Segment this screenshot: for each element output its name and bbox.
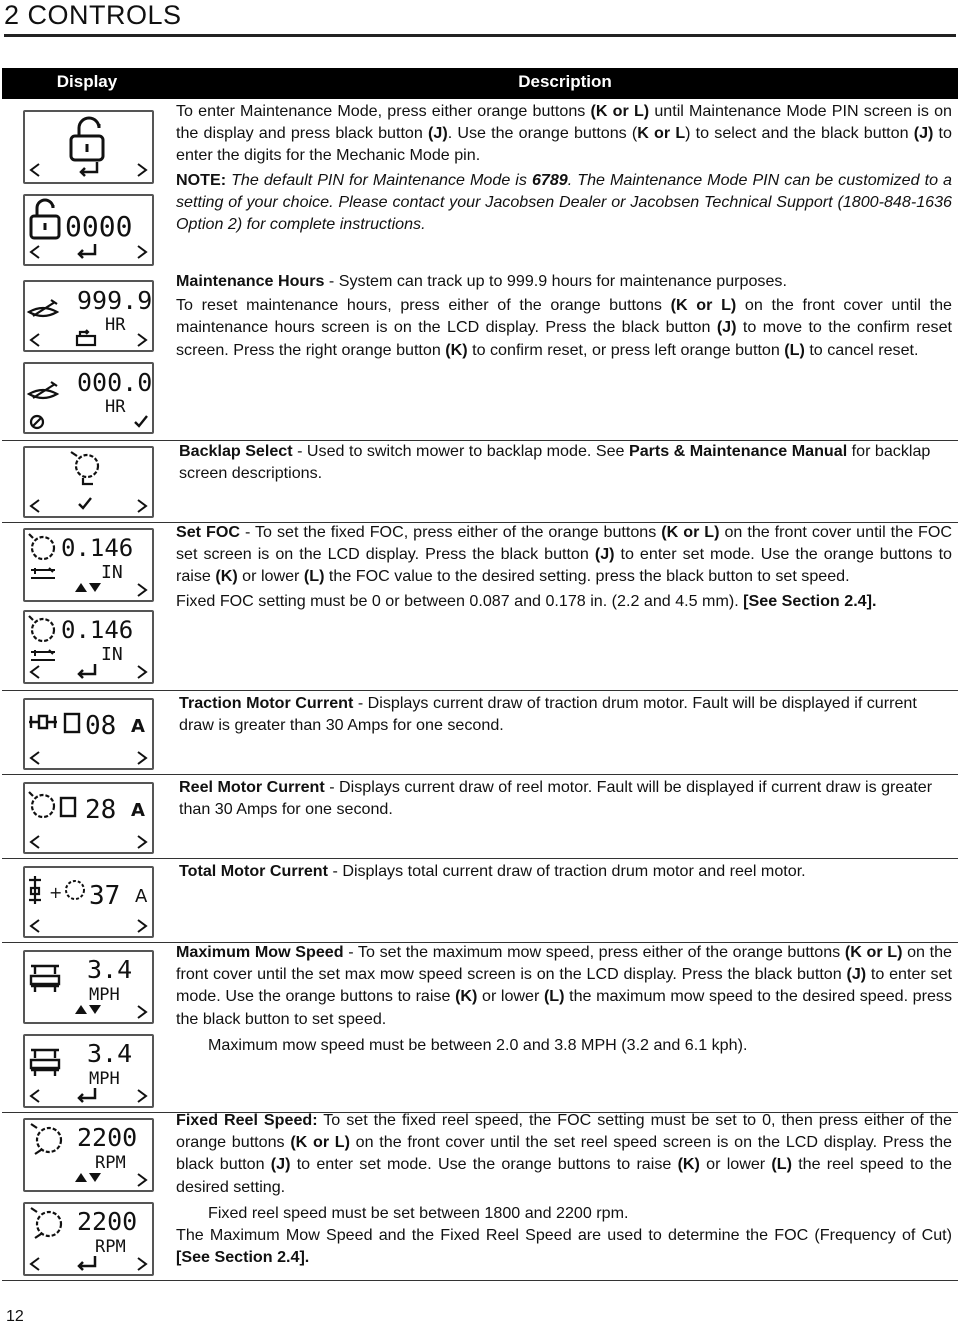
enter-icon	[81, 162, 97, 176]
backlap-description: Backlap Select - Used to switch mower to backlap mode. See Parts & Maintenance Manual for backlap screen descriptions.	[179, 442, 931, 483]
reel-icon	[29, 792, 54, 817]
cancel-icon	[31, 416, 43, 428]
right-arrow-icon	[138, 500, 146, 512]
reel-icon	[29, 534, 54, 559]
left-arrow-icon	[31, 246, 39, 258]
right-arrow-icon	[138, 666, 146, 678]
enter-icon	[79, 1088, 95, 1102]
row-divider	[2, 858, 958, 859]
cut-height-icon	[31, 568, 55, 578]
max-mow-speed-range: Maximum mow speed must be between 2.0 and 3.8 MPH (3.2 and 6.1 kph).	[208, 1035, 748, 1054]
right-arrow-icon	[138, 246, 146, 258]
enter-icon	[79, 244, 95, 258]
max-mow-speed-instructions: Maximum Mow Speed - To set the maximum mow speed, press either of the orange buttons (K or L) on the front cover until the set max mow speed screen is on the LCD display. Press the black button (J) to enter set mode. Use the orange buttons to raise (K) or lower (L) the maximum mow speed to the desired speed. press the black button to set speed.	[176, 943, 953, 1028]
mow-speed-unit: MPH	[89, 1069, 120, 1089]
table-header	[2, 68, 958, 99]
foc-unit: IN	[101, 644, 123, 665]
reset-icon	[77, 330, 95, 345]
right-arrow-icon	[138, 920, 146, 932]
total-current-description: Total Motor Current - Displays total current draw of traction drum motor and reel motor.	[179, 862, 806, 880]
left-arrow-icon	[31, 334, 39, 346]
page-title: 2 CONTROLS	[4, 0, 182, 30]
table-bottom-border	[2, 1280, 958, 1281]
battery-icon	[65, 714, 79, 732]
unlock-icon	[71, 118, 103, 160]
down-arrow-icon	[89, 583, 101, 592]
reel-icon	[31, 1124, 61, 1154]
up-arrow-icon	[75, 1173, 87, 1182]
current-unit: A	[131, 716, 145, 737]
total-current-value: 37	[89, 881, 121, 911]
page-number: 12	[6, 1308, 24, 1325]
row-divider	[2, 690, 958, 691]
set-foc-description	[176, 521, 952, 612]
right-arrow-icon	[138, 584, 146, 596]
traction-motor-icon	[29, 716, 57, 728]
lcd-mow-speed-adjust	[23, 950, 154, 1024]
cut-height-icon	[31, 650, 55, 660]
maintenance-hours-description	[176, 270, 952, 361]
row-divider	[2, 774, 958, 775]
hours-unit: HR	[105, 397, 126, 417]
lcd-set-foc-enter	[23, 610, 154, 684]
pin-digits: 0000	[65, 210, 133, 243]
right-arrow-icon	[138, 836, 146, 848]
right-arrow-icon	[138, 1090, 146, 1102]
column-header-display: Display	[56, 72, 118, 91]
hours-reset-value: 000.0	[77, 368, 152, 397]
lcd-reel-speed-adjust	[23, 1118, 154, 1192]
traction-current-value: 08	[85, 711, 117, 741]
wrench-book-icon	[29, 382, 57, 398]
reel-speed-unit: RPM	[95, 1153, 126, 1173]
up-arrow-icon	[75, 1005, 87, 1014]
down-arrow-icon	[89, 1005, 101, 1014]
foc-value: 0.146	[61, 616, 134, 644]
mower-icon	[31, 1050, 59, 1076]
lcd-set-foc-adjust	[23, 528, 154, 602]
down-arrow-icon	[89, 1173, 101, 1182]
lcd-maintenance-unlock	[23, 110, 154, 184]
foc-note: The Maximum Mow Speed and the Fixed Reel Speed are used to determine the FOC (Frequency of Cut) [See Section 2.4].	[176, 1226, 952, 1267]
enter-icon	[79, 1256, 95, 1270]
right-arrow-icon	[138, 334, 146, 346]
lcd-traction-current	[23, 698, 154, 770]
battery-icon	[61, 798, 75, 816]
lcd-reel-speed-enter	[23, 1202, 154, 1276]
max-mow-speed-description	[176, 941, 952, 1056]
reel-icon	[29, 616, 54, 641]
hours-unit: HR	[105, 315, 126, 335]
lcd-mow-speed-enter	[23, 1034, 154, 1108]
set-foc-range: Fixed FOC setting must be 0 or between 0.087 and 0.178 in. (2.2 and 4.5 mm). [See Section 2.4].	[176, 591, 877, 610]
left-arrow-icon	[31, 1090, 39, 1102]
lcd-total-current	[23, 866, 154, 938]
right-arrow-icon	[138, 752, 146, 764]
lcd-reel-current	[23, 782, 154, 854]
fixed-reel-speed-description	[176, 1109, 952, 1268]
right-arrow-icon	[138, 164, 146, 176]
current-unit: A	[135, 886, 148, 907]
left-arrow-icon	[31, 920, 39, 932]
traction-current-description: Traction Motor Current - Displays current draw of traction drum motor. Fault will be displayed if current draw is greater than 30 Amps for one second.	[179, 694, 917, 735]
left-arrow-icon	[31, 752, 39, 764]
up-arrow-icon	[75, 583, 87, 592]
lcd-maintenance-hours	[23, 280, 154, 352]
reel-speed-value: 2200	[77, 1207, 138, 1236]
right-arrow-icon	[138, 1006, 146, 1018]
mow-speed-value: 3.4	[87, 1039, 133, 1068]
wrench-book-icon	[29, 300, 57, 316]
unlock-icon	[31, 200, 59, 238]
maintenance-mode-description	[176, 100, 952, 235]
fixed-reel-speed-range: Fixed reel speed must be set between 1800 and 2200 rpm.	[208, 1203, 629, 1222]
maintenance-mode-note: NOTE: The default PIN for Maintenance Mode is 6789. The Maintenance Mode PIN can be customized to a setting of your choice. Please contact your Jacobsen Dealer or Jacobsen Technical Support (1800-848-1636 Option 2) for complete instructions.	[176, 170, 952, 234]
right-arrow-icon	[138, 1174, 146, 1186]
left-arrow-icon	[31, 500, 39, 512]
traction-motor-icon	[29, 876, 41, 904]
reel-current-description: Reel Motor Current - Displays current draw of reel motor. Fault will be displayed if current draw is greater than 30 Amps for one second.	[179, 778, 933, 819]
maintenance-mode-instructions: To enter Maintenance Mode, press either orange buttons (K or L) until Maintenance Mode PIN screen is on the display and press black button (J). Use the orange buttons (K or L) to select and the black button (J) to enter the digits for the Mechanic Mode pin.	[176, 102, 952, 165]
check-icon	[79, 498, 91, 508]
set-foc-instructions: Set FOC - To set the fixed FOC, press either of the orange buttons (K or L) on the front cover until the FOC set screen is on the LCD display. Press the black button (J) to enter set mode. Use the orange buttons to raise (K) or lower (L) the FOC value to the desired setting. press the black button to set speed.	[176, 523, 953, 586]
foc-value: 0.146	[61, 534, 134, 562]
left-arrow-icon	[31, 1258, 39, 1270]
current-unit: A	[131, 800, 145, 821]
mow-speed-unit: MPH	[89, 985, 120, 1005]
reel-icon	[71, 452, 98, 484]
reel-current-value: 28	[85, 795, 117, 825]
left-arrow-icon	[31, 836, 39, 848]
foc-unit: IN	[101, 562, 123, 583]
reel-speed-unit: RPM	[95, 1237, 126, 1257]
title-rule	[4, 34, 956, 37]
plus-icon: +	[49, 883, 63, 902]
lcd-backlap-select	[23, 446, 154, 518]
column-header-description: Description	[518, 72, 612, 91]
right-arrow-icon	[138, 1258, 146, 1270]
enter-icon	[79, 664, 95, 678]
maintenance-hours-reset: To reset maintenance hours, press either of the orange buttons (K or L) on the front cover until the maintenance hours screen is on the LCD display. Press the black button (J) to move to the confirm reset screen. Press the right orange button (K) to confirm reset, or press left orange button (L) to cancel reset.	[176, 296, 952, 359]
mower-icon	[31, 966, 59, 992]
fixed-reel-speed-instructions: Fixed Reel Speed: To set the fixed reel speed, the FOC setting must be set to 0, then press either of the orange buttons (K or L) on the front cover until the set reel speed screen is on the LCD display. Press the black button (J) to enter set mode. Use the orange buttons to raise (K) or lower (L) the reel speed to the desired setting.	[176, 1111, 952, 1196]
reel-speed-value: 2200	[77, 1123, 138, 1152]
hours-value: 999.9	[77, 286, 152, 315]
maintenance-hours-summary: Maintenance Hours - System can track up to 999.9 hours for maintenance purposes.	[176, 272, 787, 290]
reel-icon	[31, 1208, 61, 1238]
reel-icon	[66, 881, 84, 899]
left-arrow-icon	[31, 666, 39, 678]
lcd-hours-reset-confirm	[23, 362, 154, 434]
lcd-pin-entry	[23, 194, 154, 266]
mow-speed-value: 3.4	[87, 955, 133, 984]
check-icon	[135, 416, 147, 426]
left-arrow-icon	[31, 164, 39, 176]
